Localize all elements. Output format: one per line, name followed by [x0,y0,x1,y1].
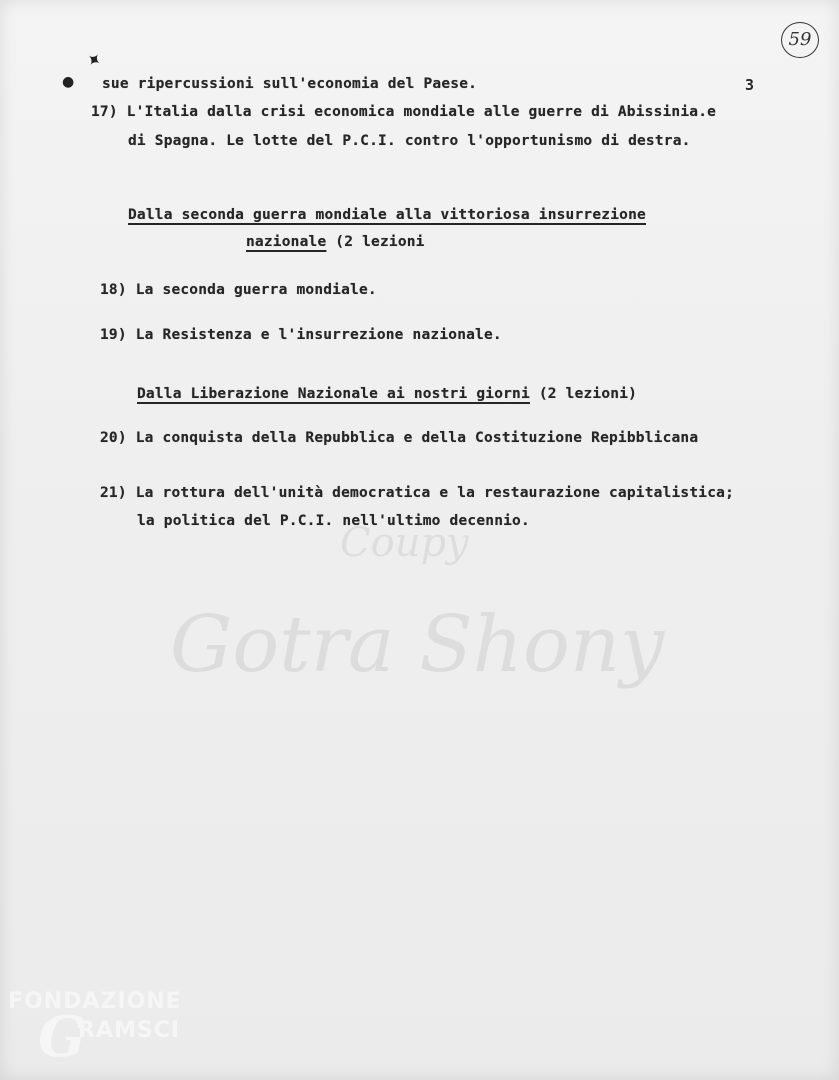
section-heading-2-underlined: Dalla Liberazione Nazionale ai nostri giorni [137,386,530,402]
section-heading-1-line1: Dalla seconda guerra mondiale alla vittoriosa insurrezione [128,207,646,223]
section-heading-1-line2 [246,234,425,250]
list-item-19: 19) La Resistenza e l'insurrezione nazionale. [100,327,502,343]
list-item-17-line2: di Spagna. Le lotte del P.C.I. contro l'opportunismo di destra. [128,133,691,149]
fondazione-gramsci-logo [8,985,218,1070]
list-item-18: 18) La seconda guerra mondiale. [100,282,377,298]
page-number: 3 [745,76,755,94]
text-line-continuation: sue ripercussioni sull'economia del Paese. [102,76,478,92]
watermark-word-1: Coupy [340,520,469,566]
list-item-17-line1: 17) L'Italia dalla crisi economica mondiale alle guerre di Abissinia.e [91,104,717,120]
section-heading-2-note: (2 lezioni) [529,386,638,402]
ink-mark-icon: ✦ [81,47,106,74]
list-item-21-line2: la politica del P.C.I. nell'ultimo decennio. [137,513,530,529]
handwritten-folio-number: 59 [781,22,819,58]
logo-g-letter: G [38,1004,86,1070]
section-heading-1-note: (2 lezioni [326,234,425,250]
logo-line-1: FONDAZIONE [8,989,182,1014]
watermark-word-2: Gotra Shony [170,600,665,690]
logo-line-2: RAMSCI [78,1018,181,1043]
section-heading-2 [137,386,637,402]
faded-watermark-signature [160,520,720,740]
list-item-20: 20) La conquista della Repubblica e della Costituzione Repibblicana [100,430,699,446]
list-item-21-line1: 21) La rottura dell'unità democratica e la restaurazione capitalistica; [100,485,735,501]
dot-mark-icon: ● [62,74,75,90]
section-heading-1-underlined: nazionale [246,234,327,250]
